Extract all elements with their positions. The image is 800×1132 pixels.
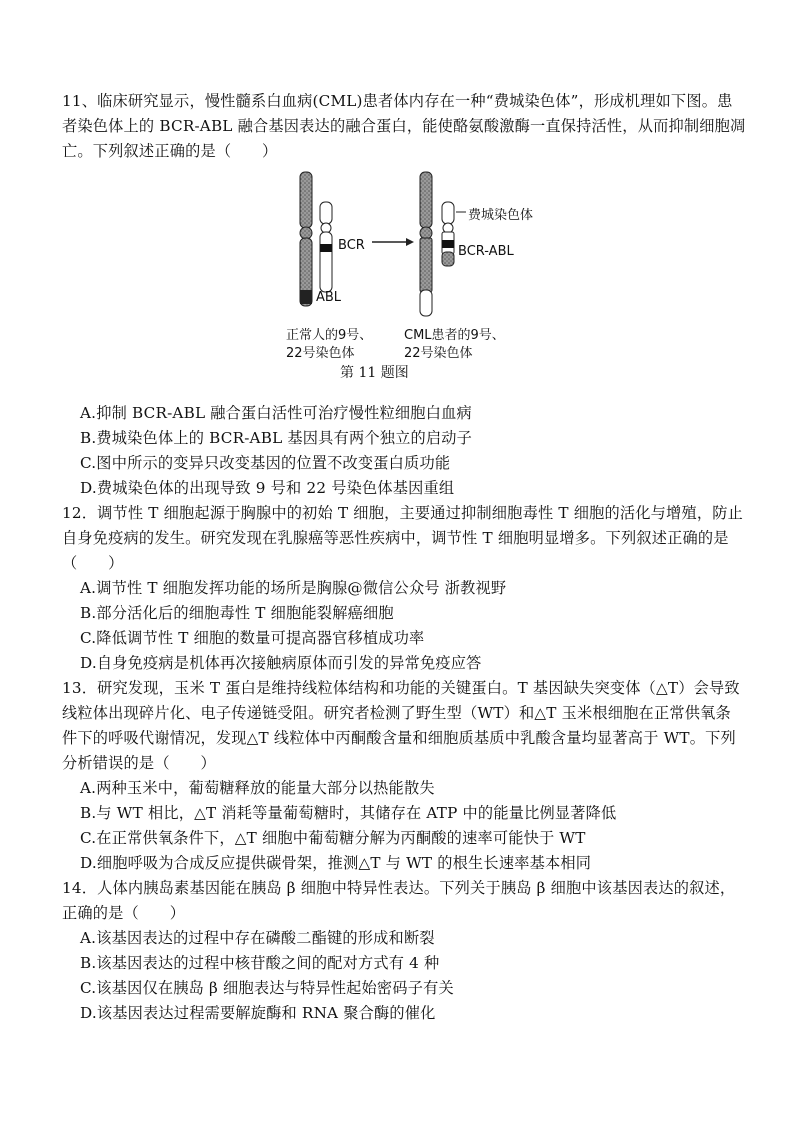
q13-stem-line-4: 分析错误的是（ ） [62,754,216,772]
q14-option-a: A.该基因表达的过程中存在磷酸二酯键的形成和断裂 [80,929,435,947]
q13-option-a: A.两种玉米中，葡萄糖释放的能量大部分以热能散失 [80,779,435,797]
q11-stem-line-2: 者染色体上的 BCR-ABL 融合基因表达的融合蛋白，能使酪氨酸激酶一直保持活性，从而抑制细胞凋 [62,117,746,135]
q12-stem-line-1: 12．调节性 T 细胞起源于胸腺中的初始 T 细胞，主要通过抑制细胞毒性 T 细胞的活化与增殖，防止 [62,504,743,522]
label-bcr-abl: BCR-ABL [458,244,514,259]
q12-stem-line-2: 自身免疫病的发生。研究发现在乳腺癌等恶性疾病中，调节性 T 细胞明显增多。下列叙述正确的是 [62,529,729,547]
q12-stem-line-3: （ ） [62,554,124,572]
q12-option-a: A.调节性 T 细胞发挥功能的场所是胸腺@微信公众号 浙教视野 [80,579,507,597]
q11-chromosome-figure [280,170,580,380]
figure-caption: 第 11 题图 [340,365,409,381]
normal-chromosome-22 [320,202,332,292]
q12-option-c: C.降低调节性 T 细胞的数量可提高器官移植成功率 [80,629,425,647]
q14-stem-line-2: 正确的是（ ） [62,904,186,922]
cml-chromosome-9 [420,172,432,316]
q13-stem-line-3: 件下的呼吸代谢情况，发现△T 线粒体中丙酮酸含量和细胞质基质中乳酸含量均显著高于 WT。下列 [62,729,736,747]
label-cml-line-1: CML患者的9号、 [404,328,505,343]
q14-option-b: B.该基因表达的过程中核苷酸之间的配对方式有 4 种 [80,954,440,972]
q11-stem-line-1: 11、临床研究显示，慢性髓系白血病(CML)患者体内存在一种“费城染色体”，形成机理如下图。患 [62,92,733,110]
label-bcr: BCR [338,238,365,253]
q13-stem-line-2: 线粒体出现碎片化、电子传递链受阻。研究者检测了野生型（WT）和△T 玉米根细胞在正常供氧条 [62,704,731,722]
q11-option-b: B.费城染色体上的 BCR-ABL 基因具有两个独立的启动子 [80,429,473,447]
q13-option-d: D.细胞呼吸为合成反应提供碳骨架，推测△T 与 WT 的根生长速率基本相同 [80,854,592,872]
q14-stem-line-1: 14．人体内胰岛素基因能在胰岛 β 细胞中特异性表达。下列关于胰岛 β 细胞中该基因表达的叙述， [62,879,736,897]
label-normal-line-1: 正常人的9号、 [286,328,373,343]
label-abl: ABL [316,290,342,305]
q11-option-a: A.抑制 BCR-ABL 融合蛋白活性可治疗慢性粒细胞白血病 [80,404,472,422]
q11-stem-line-3: 亡。下列叙述正确的是（ ） [62,142,278,160]
q13-option-b: B.与 WT 相比，△T 消耗等量葡萄糖时，其储存在 ATP 中的能量比例显著降低 [80,804,617,822]
label-cml-line-2: 22号染色体 [404,346,473,361]
q13-stem-line-1: 13．研究发现，玉米 T 蛋白是维持线粒体结构和功能的关键蛋白。T 基因缺失突变体（△T）会导致 [62,679,740,697]
translocation-arrow [372,238,414,246]
label-normal-line-2: 22号染色体 [286,346,355,361]
q14-option-c: C.该基因仅在胰岛 β 细胞表达与特异性起始密码子有关 [80,979,454,997]
q13-option-c: C.在正常供氧条件下，△T 细胞中葡萄糖分解为丙酮酸的速率可能快于 WT [80,829,586,847]
normal-chromosome-9 [300,172,312,306]
q14-option-d: D.该基因表达过程需要解旋酶和 RNA 聚合酶的催化 [80,1004,436,1022]
q12-option-d: D.自身免疫病是机体再次接触病原体而引发的异常免疫应答 [80,654,482,672]
label-philadelphia-chromosome: 费城染色体 [468,208,534,223]
q11-option-c: C.图中所示的变异只改变基因的位置不改变蛋白质功能 [80,454,451,472]
q11-option-d: D.费城染色体的出现导致 9 号和 22 号染色体基因重组 [80,479,455,497]
q12-option-b: B.部分活化后的细胞毒性 T 细胞能裂解癌细胞 [80,604,394,622]
